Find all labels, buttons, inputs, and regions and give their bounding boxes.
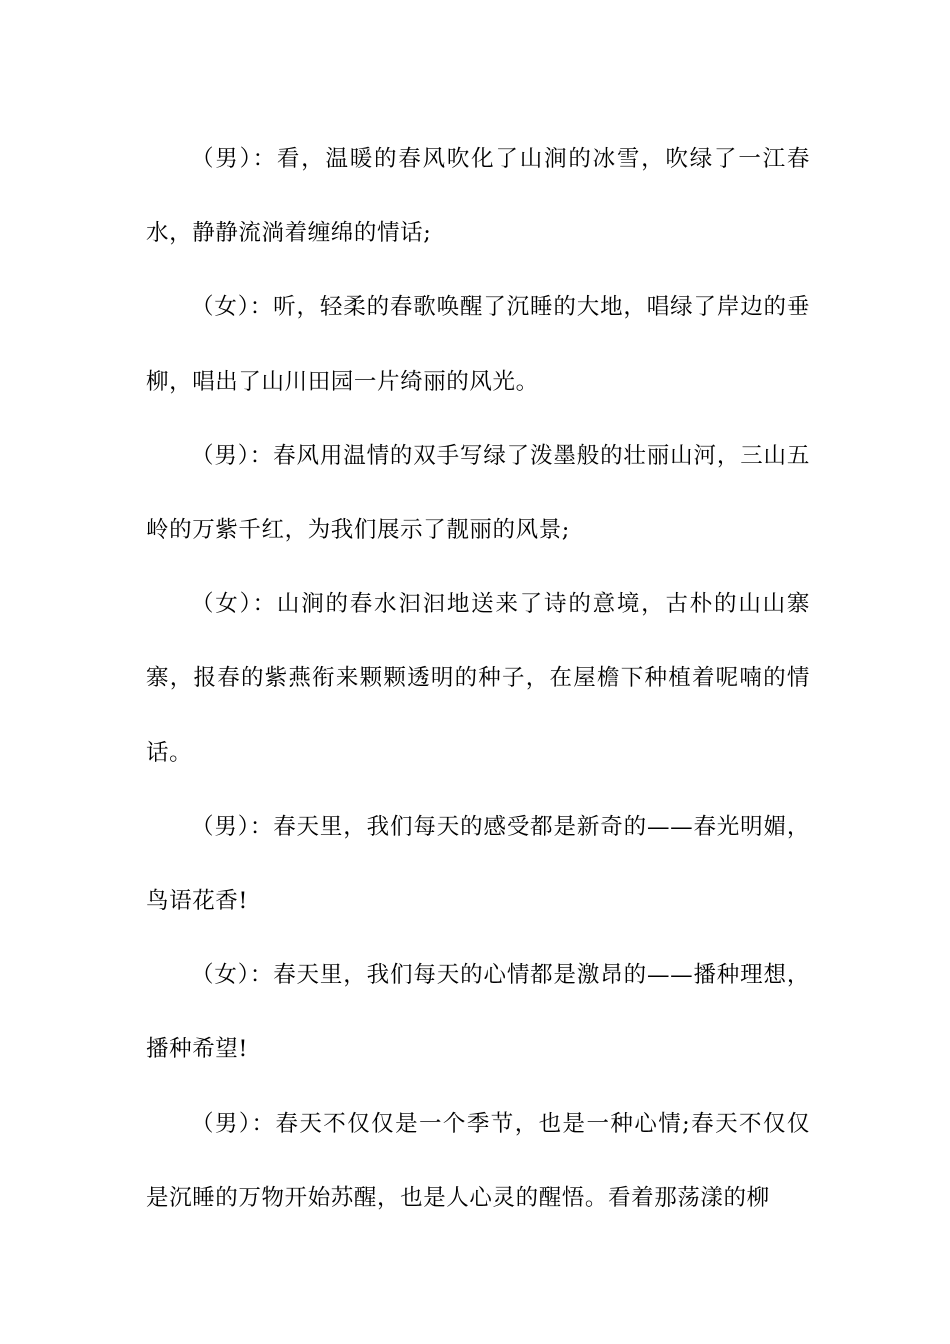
paragraph-female-hopes: （女）：春天里，我们每天的心情都是激昂的——播种理想，播种希望! — [146, 962, 810, 1063]
paragraph-female-swallows: （女）：山涧的春水汩汩地送来了诗的意境，古朴的山山寨寨，报春的紫燕衔来颗颗透明的种子，在屋檐下种植着呢喃的情话。 — [146, 591, 810, 766]
document-body — [146, 122, 810, 1235]
paragraph-male-feelings: （男）：春天里，我们每天的感受都是新奇的——春光明媚，鸟语花香! — [146, 813, 810, 915]
paragraph-male-season: （男）：春天不仅仅是一个季节，也是一种心情;春天不仅仅是沉睡的万物开始苏醒，也是人心灵的醒悟。看着那荡漾的柳 — [146, 1110, 810, 1211]
paragraph-female-spring-song: （女）：听，轻柔的春歌唤醒了沉睡的大地，唱绿了岸边的垂柳，唱出了山川田园一片绮丽的风光。 — [146, 294, 810, 395]
paragraph-male-mountains: （男）：春风用温情的双手写绿了泼墨般的壮丽山河，三山五岭的万紫千红，为我们展示了靓丽的风景; — [146, 442, 810, 544]
paragraph-male-spring-wind: （男）：看，温暖的春风吹化了山涧的冰雪，吹绿了一江春水，静静流淌着缠绵的情话; — [146, 146, 810, 247]
